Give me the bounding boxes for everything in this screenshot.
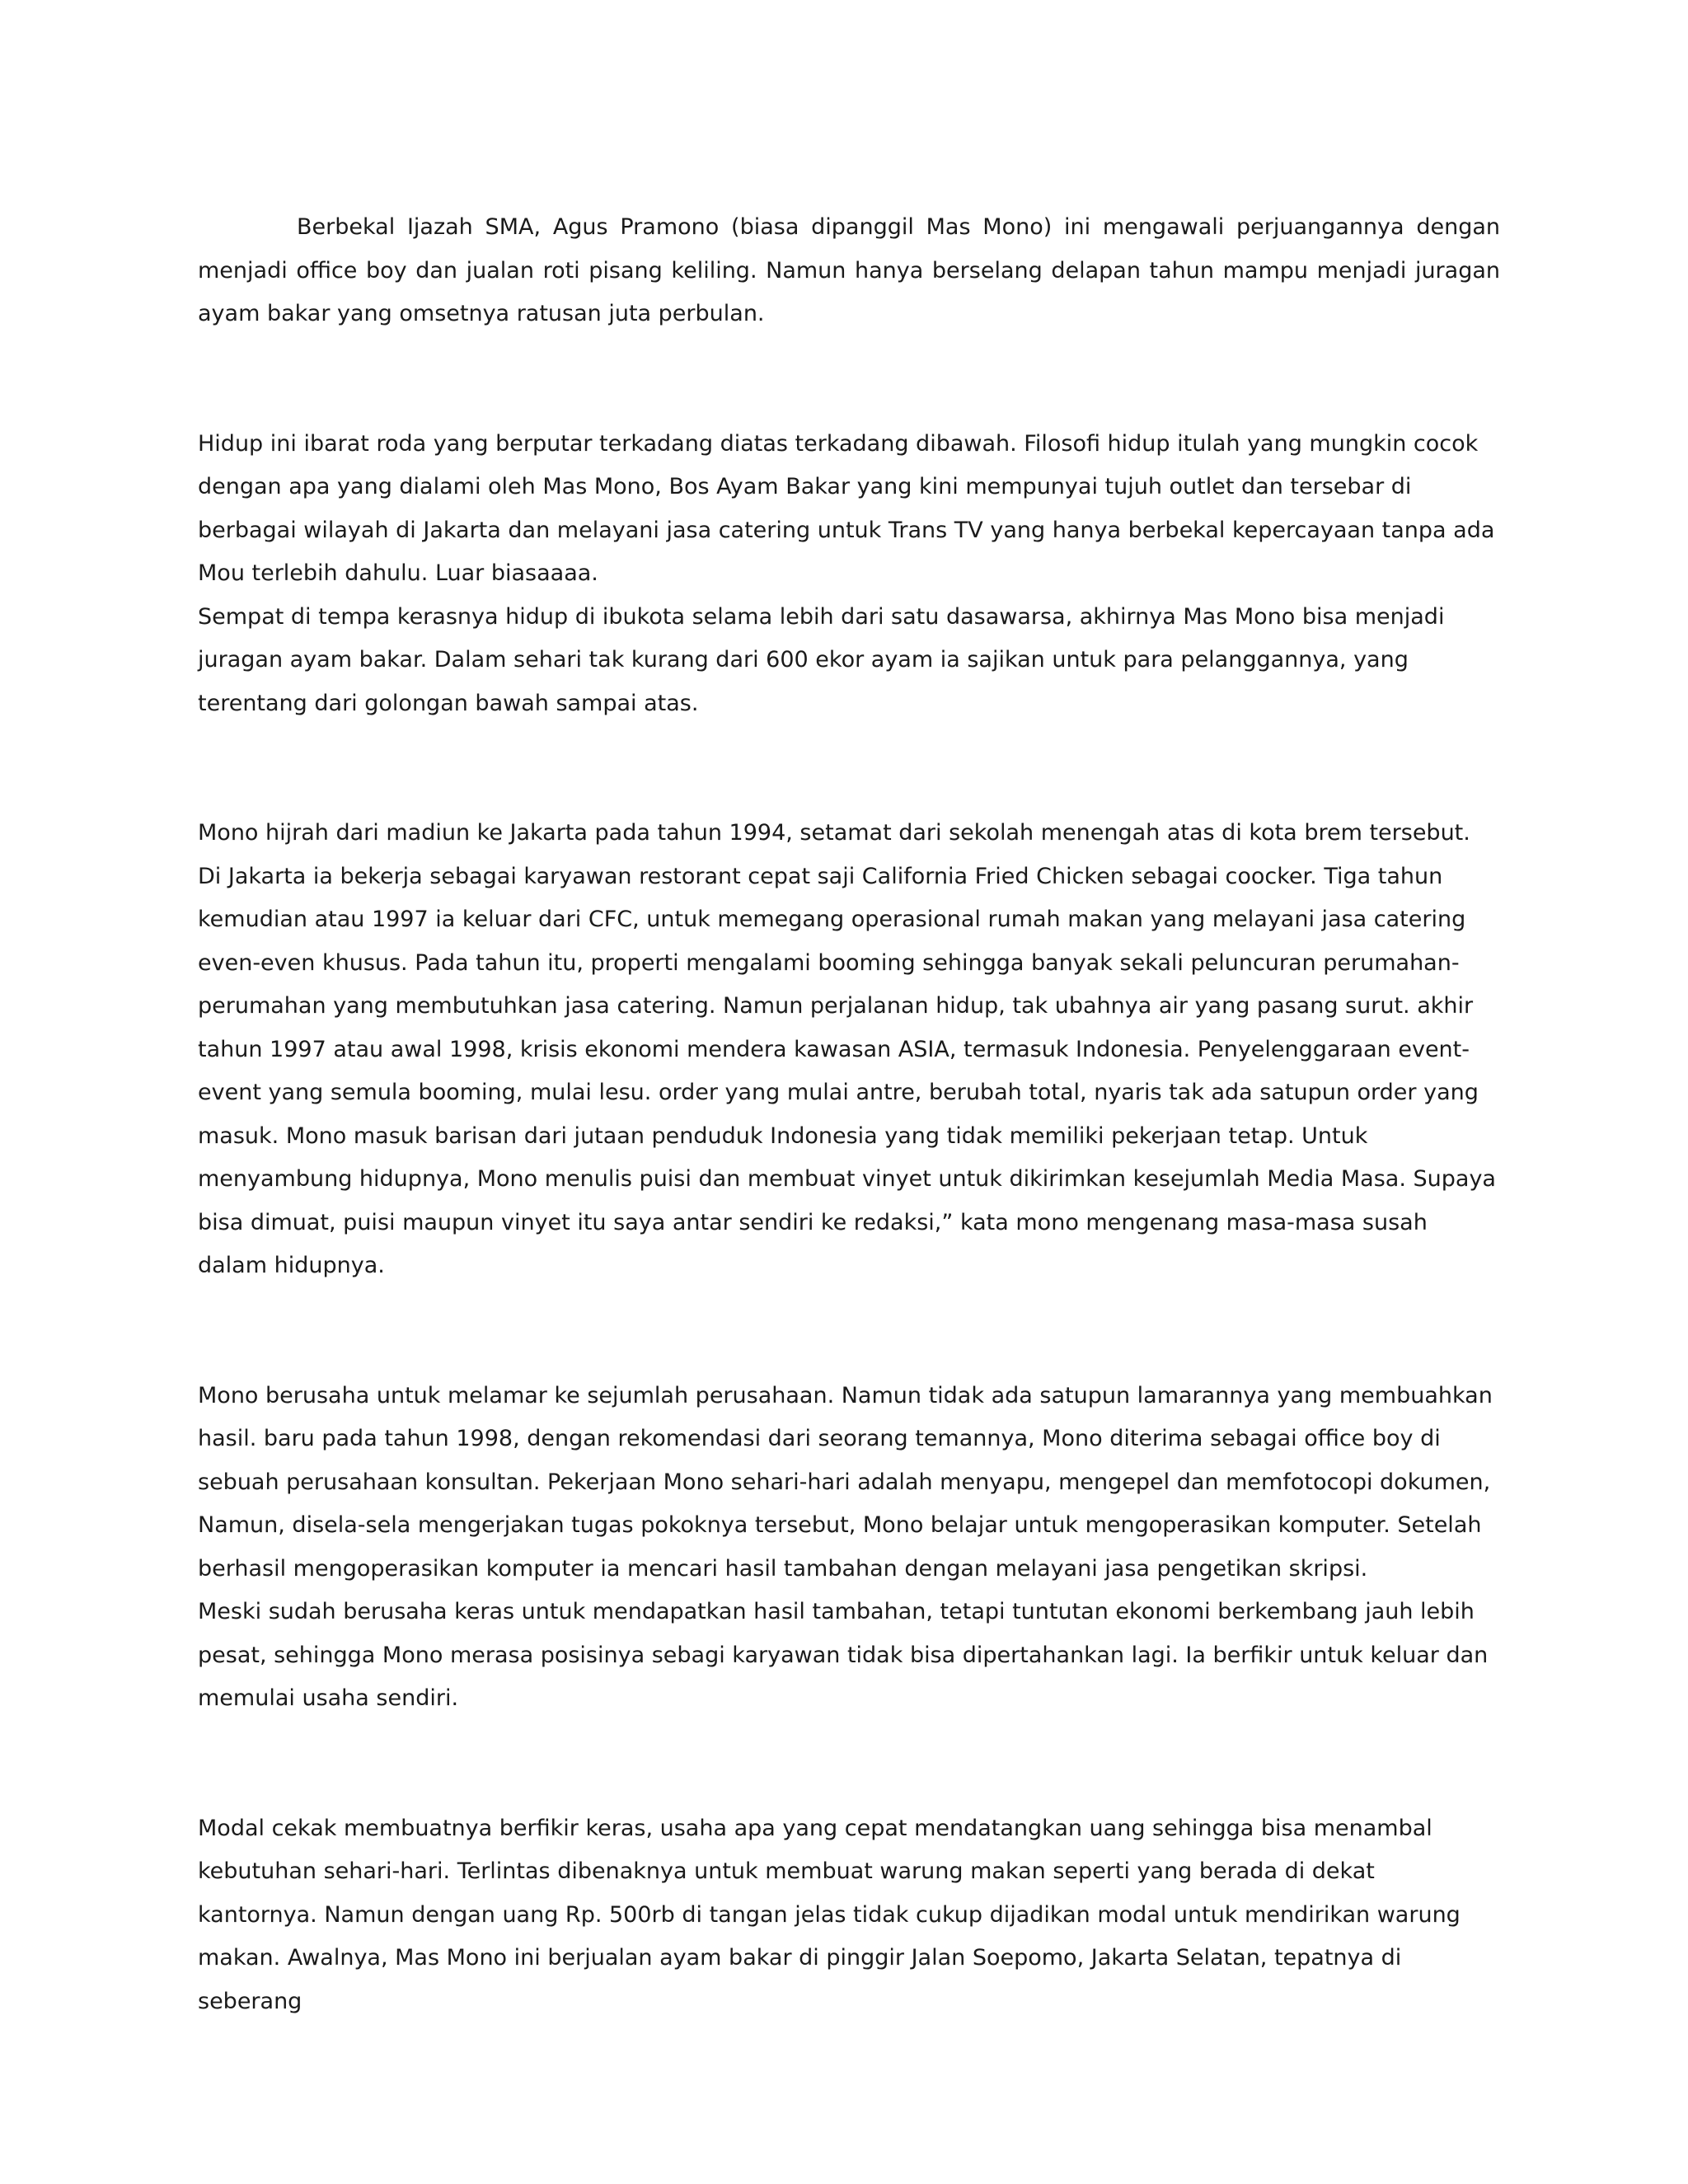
paragraph-hijrah: Mono hijrah dari madiun ke Jakarta pada tahun 1994, setamat dari sekolah menengah atas di kota brem tersebut. Di Jakarta ia bekerja sebagai karyawan restorant cepat saji California Fried Chicken sebagai coocker. Tiga tahun kemudian atau 1997 ia keluar dari CFC, untuk memegang operasional rumah makan yang melayani jasa catering even-even khusus. Pada tahun itu, properti mengalami booming sehingga banyak sekali peluncuran perumahan-perumahan yang membutuhkan jasa catering. Namun perjalanan hidup, tak ubahnya air yang pasang surut. akhir tahun 1997 atau awal 1998, krisis ekonomi mendera kawasan ASIA, termasuk Indonesia. Penyelenggaraan event-event yang semula booming, mulai lesu. order yang mulai antre, berubah total, nyaris tak ada satupun order yang masuk. Mono masuk barisan dari jutaan penduduk Indonesia yang tidak memiliki pekerjaan tetap. Untuk menyambung hidupnya, Mono menulis puisi dan membuat vinyet untuk dikirimkan kesejumlah Media Masa. Supaya bisa dimuat, puisi maupun vinyet itu saya antar sendiri ke redaksi,” kata mono mengenang masa-masa susah dalam hidupnya. [198, 820, 1496, 1278]
paragraph-melamar: Mono berusaha untuk melamar ke sejumlah perusahaan. Namun tidak ada satupun lamarannya yang membuahkan hasil. baru pada tahun 1998, dengan rekomendasi dari seorang temannya, Mono diterima sebagai office boy di sebuah perusahaan konsultan. Pekerjaan Mono sehari-hari adalah menyapu, mengepel dan memfotocopi dokumen, Namun, disela-sela mengerjakan tugas pokoknya tersebut, Mono belajar untuk mengoperasikan komputer. Setelah berhasil mengoperasikan komputer ia mencari hasil tambahan dengan melayani jasa pengetikan skripsi. [198, 1382, 1493, 1582]
paragraph-spacer [198, 1721, 1500, 1807]
paragraph-usaha-sendiri: Meski sudah berusaha keras untuk mendapatkan hasil tambahan, tetapi tuntutan ekonomi berkembang jauh lebih pesat, sehingga Mono merasa posisinya sebagi karyawan tidak bisa dipertahankan lagi. Ia berfikir untuk keluar dan memulai usaha sendiri. [198, 1599, 1489, 1711]
paragraph-spacer [198, 336, 1500, 423]
paragraph-spacer [198, 725, 1500, 812]
paragraph-modal: Modal cekak membuatnya berfikir keras, usaha apa yang cepat mendatangkan uang sehingga bisa menambal kebutuhan sehari-hari. Terlintas dibenaknya untuk membuat warung makan seperti yang berada di dekat kantornya. Namun dengan uang Rp. 500rb di tangan jelas tidak cukup dijadikan modal untuk mendirikan warung makan. Awalnya, Mas Mono ini berjualan ayam bakar di pinggir Jalan Soepomo, Jakarta Selatan, tepatnya di seberang [198, 1815, 1461, 2014]
document-body [198, 206, 1500, 2023]
paragraph-juragan: Sempat di tempa kerasnya hidup di ibukota selama lebih dari satu dasawarsa, akhirnya Mas Mono bisa menjadi juragan ayam bakar. Dalam sehari tak kurang dari 600 ekor ayam ia sajikan untuk para pelanggannya, yang terentang dari golongan bawah sampai atas. [198, 603, 1445, 716]
paragraph-intro: Berbekal Ijazah SMA, Agus Pramono (biasa dipanggil Mas Mono) ini mengawali perjuangannya dengan menjadi office boy dan jualan roti pisang keliling. Namun hanya berselang delapan tahun mampu menjadi juragan ayam bakar yang omsetnya ratusan juta perbulan. [198, 214, 1500, 326]
paragraph-spacer [198, 1288, 1500, 1375]
paragraph-philosophy: Hidup ini ibarat roda yang berputar terkadang diatas terkadang dibawah. Filosofi hidup itulah yang mungkin cocok dengan apa yang dialami oleh Mas Mono, Bos Ayam Bakar yang kini mempunyai tujuh outlet dan tersebar di berbagai wilayah di Jakarta dan melayani jasa catering untuk Trans TV yang hanya berbekal kepercayaan tanpa ada Mou terlebih dahulu. Luar biasaaaa. [198, 430, 1495, 586]
